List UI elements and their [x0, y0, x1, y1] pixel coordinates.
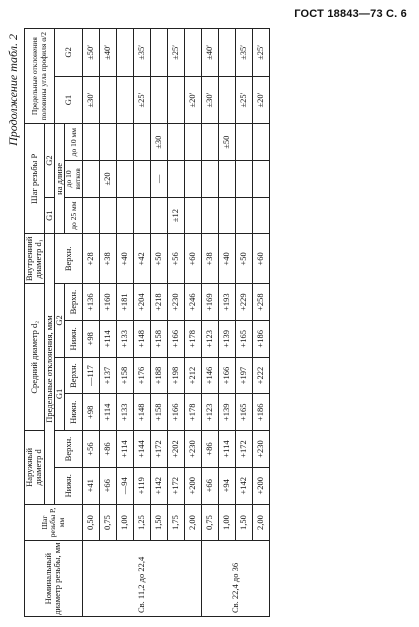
cell-g1-low: +123 — [201, 394, 218, 431]
cell-d-low: +41 — [82, 467, 99, 504]
cell-g2-up: +169 — [201, 284, 218, 321]
cell-pd-g2a — [201, 161, 218, 198]
cell-p: 1,75 — [167, 504, 184, 541]
cell-g1-up: +198 — [167, 357, 184, 394]
cell-pd-g2b — [99, 124, 116, 161]
cell-g2-up: +204 — [133, 284, 150, 321]
cell-ang-g2: ±40′ — [99, 29, 116, 77]
cell-d-up: +114 — [218, 431, 235, 468]
cell-pd-g1 — [184, 197, 201, 234]
cell-pd-g1 — [133, 197, 150, 234]
table-row — [82, 29, 99, 617]
group-label: Св. 11,2 до 22,4 — [82, 541, 201, 617]
pd-g2-lower: Нижн. — [65, 320, 83, 357]
cell-g1-up: +188 — [150, 357, 167, 394]
rotated-table-frame — [4, 28, 409, 617]
cell-d-low: —94 — [116, 467, 133, 504]
col-half-angle: Предельные отклонения половины угла профиля α/2 — [25, 29, 55, 124]
cell-d-low: +142 — [235, 467, 252, 504]
cell-p: 1,00 — [116, 504, 133, 541]
cell-p: 0,75 — [99, 504, 116, 541]
cell-d1-up: +40 — [218, 234, 235, 284]
col-pitch-deviation: Шаг резьбы P — [25, 124, 45, 234]
col-pitch: Шаг резьбы P, мм — [25, 504, 83, 541]
cell-pd-g2b — [167, 124, 184, 161]
table-row — [99, 29, 116, 617]
cell-g2-up: +230 — [167, 284, 184, 321]
table-row — [133, 29, 150, 617]
cell-d1-up: +50 — [150, 234, 167, 284]
cell-g1-low: +114 — [99, 394, 116, 431]
cell-ang-g1 — [116, 76, 133, 124]
cell-g2-up: +229 — [235, 284, 252, 321]
cell-g1-low: +165 — [235, 394, 252, 431]
cell-g1-up: +158 — [116, 357, 133, 394]
table-row — [116, 29, 133, 617]
cell-g1-up: +222 — [252, 357, 269, 394]
cell-d-up: +144 — [133, 431, 150, 468]
cell-ang-g1 — [218, 76, 235, 124]
table-row — [167, 29, 184, 617]
cell-pd-g2a — [116, 161, 133, 198]
cell-d-up: +56 — [82, 431, 99, 468]
col-inner-diameter: Внутренний диаметр d₁ — [25, 234, 45, 284]
cell-g2-low: +123 — [201, 320, 218, 357]
cell-pd-g2a: — — [150, 161, 167, 198]
cell-g2-up: +218 — [150, 284, 167, 321]
cell-pd-g2a — [218, 161, 235, 198]
cell-pd-g1 — [150, 197, 167, 234]
cell-g1-low: +98 — [82, 394, 99, 431]
col-pitch-diameter: Средний диаметр d₂ — [25, 284, 45, 431]
col-nominal-diameter: Номинальный диаметр резьбы, мм — [25, 541, 83, 617]
cell-d-up: +230 — [184, 431, 201, 468]
len-up-to-10-mm: до 10 мм — [65, 124, 83, 161]
cell-pd-g2b — [235, 124, 252, 161]
inner-upper: Верхн. — [55, 234, 83, 284]
cell-p: 1,50 — [235, 504, 252, 541]
cell-d-low: +172 — [167, 467, 184, 504]
len-up-to-25: до 25 мм — [65, 197, 83, 234]
cell-d-up: +202 — [167, 431, 184, 468]
cell-p: 0,75 — [201, 504, 218, 541]
cell-d1-up: +38 — [99, 234, 116, 284]
cell-g1-low: +178 — [184, 394, 201, 431]
cell-pd-g2b: ±50 — [218, 124, 235, 161]
cell-d-low: +94 — [218, 467, 235, 504]
cell-d1-up: +38 — [201, 234, 218, 284]
class-g2-pitch: G2 — [44, 124, 54, 197]
cell-g2-up: +160 — [99, 284, 116, 321]
cell-g2-low: +178 — [184, 320, 201, 357]
cell-pd-g2b — [201, 124, 218, 161]
cell-g1-up: +146 — [201, 357, 218, 394]
class-g1-pitch: G1 — [44, 197, 54, 234]
cell-d1-up: +28 — [82, 234, 99, 284]
cell-pd-g1 — [218, 197, 235, 234]
cell-pd-g1 — [82, 197, 99, 234]
angle-class-g2: G2 — [55, 29, 83, 77]
cell-d-low: +119 — [133, 467, 150, 504]
outer-lower: Нижн. — [55, 467, 83, 504]
cell-d1-up: +60 — [184, 234, 201, 284]
table-row — [235, 29, 252, 617]
cell-pd-g1 — [201, 197, 218, 234]
cell-pd-g1 — [252, 197, 269, 234]
cell-g2-low: +158 — [150, 320, 167, 357]
cell-pd-g1 — [235, 197, 252, 234]
cell-ang-g2: ±25′ — [167, 29, 184, 77]
table-body — [82, 29, 269, 617]
cell-g1-up: +212 — [184, 357, 201, 394]
cell-ang-g1 — [167, 76, 184, 124]
cell-d1-up: +42 — [133, 234, 150, 284]
cell-d-low: +200 — [252, 467, 269, 504]
cell-g2-low: +98 — [82, 320, 99, 357]
table-row — [201, 29, 218, 617]
cell-d1-up: +50 — [235, 234, 252, 284]
cell-ang-g2: ±25′ — [252, 29, 269, 77]
cell-pd-g2a — [235, 161, 252, 198]
angle-class-g1: G1 — [55, 76, 83, 124]
cell-d-up: +230 — [252, 431, 269, 468]
cell-g1-up: +176 — [133, 357, 150, 394]
cell-ang-g1 — [99, 76, 116, 124]
cell-ang-g2: ±35′ — [235, 29, 252, 77]
cell-pd-g2a — [167, 161, 184, 198]
cell-d-up: +172 — [235, 431, 252, 468]
table-caption: Продолжение табл. 2 — [6, 34, 20, 146]
cell-g2-up: +136 — [82, 284, 99, 321]
cell-pd-g1 — [99, 197, 116, 234]
cell-d-low: +66 — [99, 467, 116, 504]
cell-pd-g2b — [82, 124, 99, 161]
cell-pd-g2b — [133, 124, 150, 161]
cell-p: 1,00 — [218, 504, 235, 541]
cell-g1-low: +148 — [133, 394, 150, 431]
rotated-content — [4, 28, 409, 617]
table-row — [252, 29, 269, 617]
len-up-to-10-turns: до 10 витков — [65, 161, 83, 198]
cell-ang-g2: ±50′ — [82, 29, 99, 77]
cell-pd-g2a — [82, 161, 99, 198]
cell-ang-g1: ±30′ — [82, 76, 99, 124]
cell-pd-g2a: ±20 — [99, 161, 116, 198]
group-label: Св. 22,4 до 36 — [201, 541, 269, 617]
cell-pd-g1 — [116, 197, 133, 234]
cell-d-low: +200 — [184, 467, 201, 504]
outer-upper: Верхн. — [55, 431, 83, 468]
cell-d-low: +142 — [150, 467, 167, 504]
on-length: на длине — [55, 124, 65, 234]
cell-ang-g2: ±40′ — [201, 29, 218, 77]
cell-g2-low: +114 — [99, 320, 116, 357]
cell-d-up: +172 — [150, 431, 167, 468]
table-row — [150, 29, 167, 617]
cell-pd-g2a — [133, 161, 150, 198]
cell-g1-up: +197 — [235, 357, 252, 394]
cell-d-up: +114 — [116, 431, 133, 468]
cell-ang-g1 — [150, 76, 167, 124]
cell-g2-up: +193 — [218, 284, 235, 321]
page-header: ГОСТ 18843—73 С. 6 — [294, 8, 407, 20]
cell-g2-up: +181 — [116, 284, 133, 321]
cell-ang-g2 — [150, 29, 167, 77]
cell-g2-up: +246 — [184, 284, 201, 321]
cell-d-low: +66 — [201, 467, 218, 504]
pd-class-g1: G1 — [55, 357, 65, 430]
cell-ang-g1: ±25′ — [133, 76, 150, 124]
cell-d1-up: +60 — [252, 234, 269, 284]
cell-g2-up: +258 — [252, 284, 269, 321]
cell-ang-g2 — [116, 29, 133, 77]
cell-p: 1,25 — [133, 504, 150, 541]
cell-g2-low: +133 — [116, 320, 133, 357]
cell-g1-up: —117 — [82, 357, 99, 394]
cell-g1-low: +133 — [116, 394, 133, 431]
cell-g2-low: +165 — [235, 320, 252, 357]
cell-g1-low: +139 — [218, 394, 235, 431]
cell-g1-low: +166 — [167, 394, 184, 431]
cell-pd-g2b — [184, 124, 201, 161]
pd-g1-lower: Нижн. — [65, 394, 83, 431]
pd-class-g2: G2 — [55, 284, 65, 357]
cell-pd-g2b: ±30 — [150, 124, 167, 161]
cell-pd-g2a — [184, 161, 201, 198]
cell-g2-low: +166 — [167, 320, 184, 357]
table-row — [184, 29, 201, 617]
cell-ang-g2 — [184, 29, 201, 77]
cell-pd-g2b — [116, 124, 133, 161]
cell-d-up: +86 — [99, 431, 116, 468]
cell-g1-low: +158 — [150, 394, 167, 431]
cell-g1-up: +137 — [99, 357, 116, 394]
cell-g1-up: +166 — [218, 357, 235, 394]
pd-g2-upper: Верхн. — [65, 284, 83, 321]
col-outer-diameter: Наружный диаметр d — [25, 431, 45, 504]
pd-g1-upper: Верхн. — [65, 357, 83, 394]
tolerance-table — [24, 28, 270, 617]
col-deviations: Предельные отклонения, мкм — [44, 234, 54, 504]
cell-pd-g2a — [252, 161, 269, 198]
cell-p: 0,50 — [82, 504, 99, 541]
cell-g2-low: +148 — [133, 320, 150, 357]
cell-ang-g2 — [218, 29, 235, 77]
cell-ang-g1: ±20′ — [252, 76, 269, 124]
cell-p: 2,00 — [252, 504, 269, 541]
cell-g2-low: +186 — [252, 320, 269, 357]
cell-ang-g1: ±30′ — [201, 76, 218, 124]
cell-p: 2,00 — [184, 504, 201, 541]
cell-d1-up: +56 — [167, 234, 184, 284]
cell-pd-g1: ±12 — [167, 197, 184, 234]
cell-ang-g1: ±20′ — [184, 76, 201, 124]
cell-ang-g1: ±25′ — [235, 76, 252, 124]
table-row — [218, 29, 235, 617]
cell-p: 1,50 — [150, 504, 167, 541]
cell-ang-g2: ±35′ — [133, 29, 150, 77]
cell-pd-g2b — [252, 124, 269, 161]
cell-d-up: +86 — [201, 431, 218, 468]
cell-g2-low: +139 — [218, 320, 235, 357]
cell-d1-up: +40 — [116, 234, 133, 284]
cell-g1-low: +186 — [252, 394, 269, 431]
